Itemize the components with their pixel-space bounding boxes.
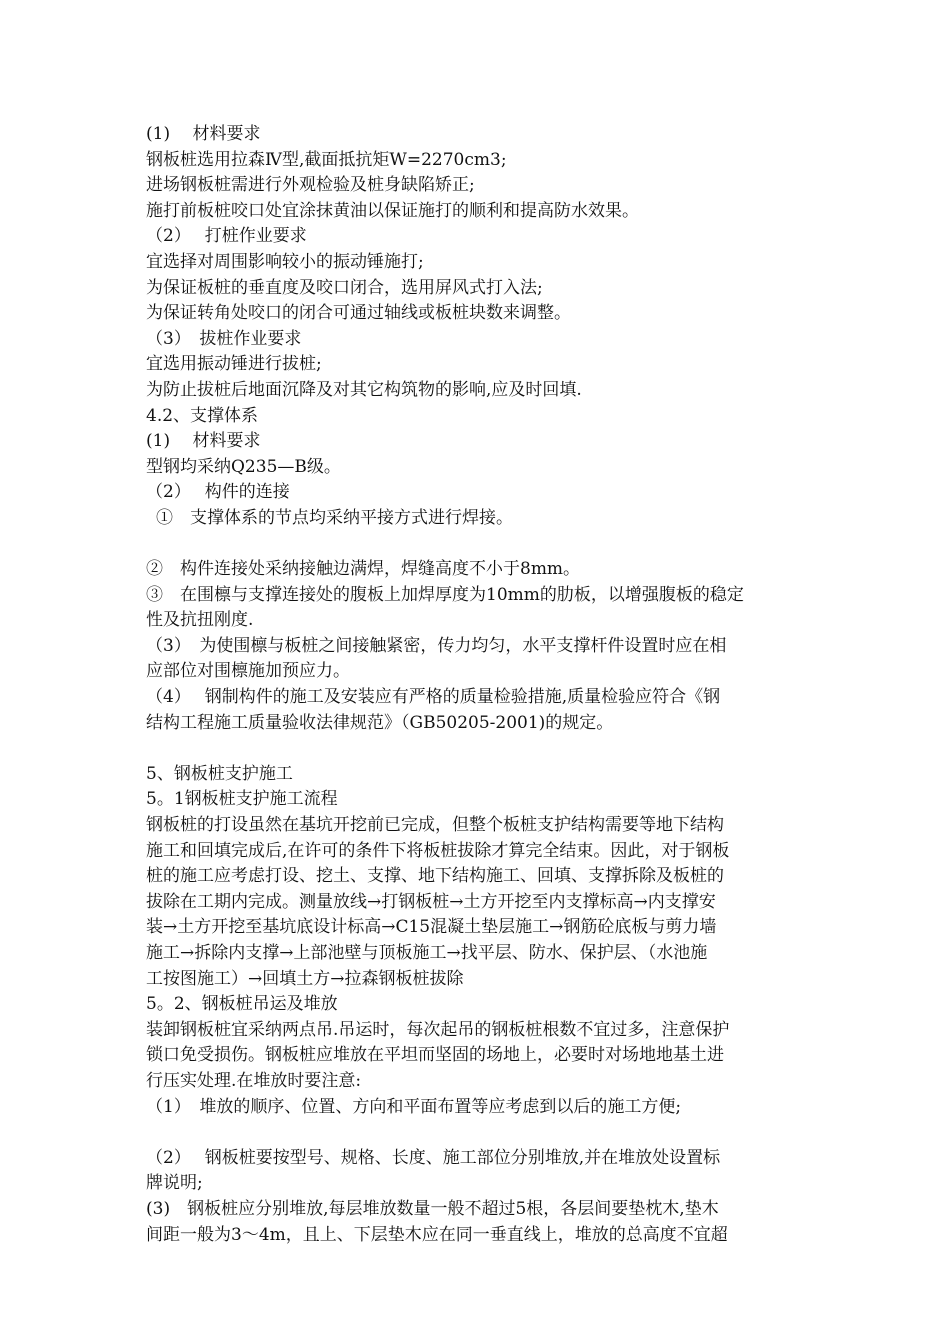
text-line: 工按图施工）→回填土方→拉森钢板桩拔除 [146, 968, 464, 989]
text-line: 结构工程施工质量验收法律规范》（GB50205-2001)的规定。 [146, 712, 614, 733]
text-line: （2） 钢板桩要按型号、规格、长度、施工部位分别堆放,并在堆放处设置标 [146, 1147, 721, 1168]
text-line: (3) 钢板桩应分别堆放,每层堆放数量一般不超过5根，各层间要垫枕木,垫木 [146, 1198, 719, 1219]
text-line: 为防止拔桩后地面沉降及对其它构筑物的影响,应及时回填. [146, 379, 582, 400]
text-line: ③ 在围檩与支撑连接处的腹板上加焊厚度为10mm的肋板，以增强腹板的稳定 [146, 584, 744, 605]
item-heading-material: (1) 材料要求 [146, 431, 261, 452]
text-line: ① 支撑体系的节点均采纳平接方式进行焊接。 [156, 507, 513, 528]
text-line: （3） 为使围檩与板桩之间接触紧密，传力均匀，水平支撑杆件设置时应在相 [146, 635, 727, 656]
text-line: 行压实处理.在堆放时要注意: [146, 1070, 362, 1091]
text-line: 装卸钢板桩宜采纳两点吊.吊运时，每次起吊的钢板桩根数不宜过多，注意保护 [146, 1019, 730, 1040]
document-body [146, 122, 816, 1248]
text-line: 应部位对围檩施加预应力。 [146, 661, 350, 682]
blank-line [146, 532, 816, 558]
text-line: 宜选用振动锤进行拔桩; [146, 354, 322, 375]
text-line: 钢板桩的打设虽然在基坑开挖前已完成，但整个板桩支护结构需要等地下结构 [146, 815, 724, 836]
item-heading-extraction: （3） 拔桩作业要求 [146, 328, 302, 349]
text-line: 为保证转角处咬口的闭合可通过轴线或板桩块数来调整。 [146, 303, 571, 324]
blank-line [146, 1120, 816, 1146]
section-heading-4-2: 4.2、支撑体系 [146, 405, 259, 426]
section-heading-5-1: 5。1钢板桩支护施工流程 [146, 789, 338, 810]
item-heading-connection: （2） 构件的连接 [146, 482, 290, 503]
text-line: 拔除在工期内完成。测量放线→打钢板桩→土方开挖至内支撑标高→内支撑安 [146, 891, 716, 912]
text-line: 钢板桩选用拉森Ⅳ型,截面抵抗矩W=2270cm3; [146, 149, 507, 170]
text-line: 装→土方开挖至基坑底设计标高→C15混凝土垫层施工→钢筋砼底板与剪力墙 [146, 917, 717, 938]
section-heading-5: 5、钢板桩支护施工 [146, 763, 293, 784]
text-line: 性及抗扭刚度. [146, 610, 254, 631]
text-line: （1） 堆放的顺序、位置、方向和平面布置等应考虑到以后的施工方便; [146, 1096, 682, 1117]
text-line: 型钢均采纳Q235—B级。 [146, 456, 341, 477]
text-line: 施工和回填完成后,在许可的条件下将板桩拔除才算完全结束。因此，对于钢板 [146, 840, 730, 861]
text-line: 间距一般为3～4m，且上、下层垫木应在同一垂直线上，堆放的总高度不宜超 [146, 1224, 728, 1245]
item-heading-piling: （2） 打桩作业要求 [146, 226, 307, 247]
text-line: 桩的施工应考虑打设、挖土、支撑、地下结构施工、回填、支撑拆除及板桩的 [146, 866, 724, 887]
text-line: 施工→拆除内支撑→上部池壁与顶板施工→找平层、防水、保护层、（水池施 [146, 943, 708, 963]
text-line: （4） 钢制构件的施工及安装应有严格的质量检验措施,质量检验应符合《钢 [146, 687, 721, 708]
text-line: 锁口免受损伤。钢板桩应堆放在平坦而坚固的场地上，必要时对场地地基土进 [146, 1045, 724, 1066]
blank-line [146, 736, 816, 762]
text-line: 为保证板桩的垂直度及咬口闭合，选用屏风式打入法; [146, 277, 543, 298]
text-line: 进场钢板桩需进行外观检验及桩身缺陷矫正; [146, 175, 475, 196]
text-line: 施打前板桩咬口处宜涂抹黄油以保证施打的顺利和提高防水效果。 [146, 200, 639, 221]
text-line: ② 构件连接处采纳接触边满焊，焊缝高度不小于8mm。 [146, 559, 581, 580]
text-line: 牌说明; [146, 1173, 203, 1194]
section-heading-5-2: 5。2、钢板桩吊运及堆放 [146, 994, 338, 1015]
item-heading-material: (1) 材料要求 [146, 124, 261, 144]
text-line: 宜选择对周围影响较小的振动锤施打; [146, 251, 424, 272]
